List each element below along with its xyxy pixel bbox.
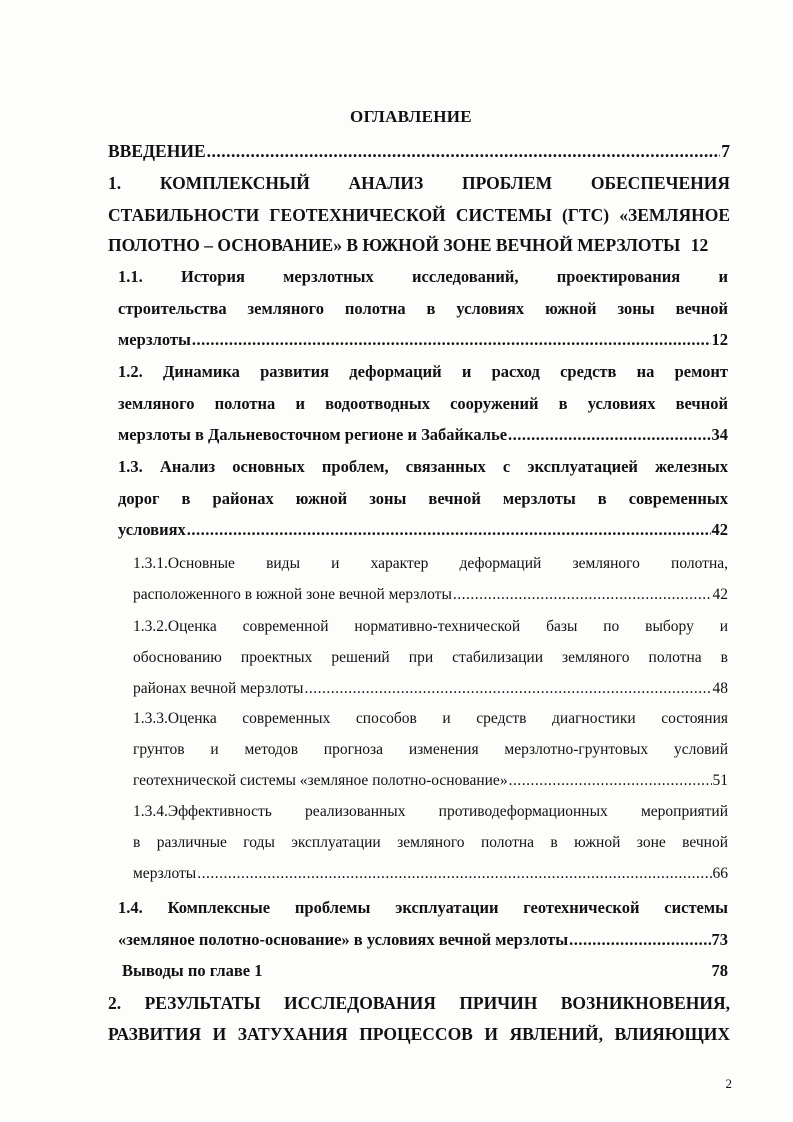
toc-section-1-4-line-1: 1.4. Комплексные проблемы эксплуатации геотехнической системы — [118, 898, 728, 917]
dot-leader — [207, 136, 721, 166]
page-number: 2 — [725, 1076, 732, 1091]
toc-entry-page: 42 — [711, 520, 728, 539]
toc-chapter-1-line-1: 1. КОМПЛЕКСНЫЙ АНАЛИЗ ПРОБЛЕМ ОБЕСПЕЧЕНИЯ — [108, 173, 730, 193]
toc-entry-page: 42 — [712, 586, 728, 603]
toc-entry-intro — [108, 136, 730, 166]
toc-entry-text: мерзлоты — [118, 330, 191, 349]
toc-entry-text: «земляное полотно-основание» в условиях вечной мерзлоты — [118, 930, 569, 949]
toc-subsection-1-3-4-line-2: в различные годы эксплуатации земляного полотна в южной зоне вечной — [133, 834, 728, 851]
toc-chapter-1-line-2: СТАБИЛЬНОСТИ ГЕОТЕХНИЧЕСКОЙ СИСТЕМЫ (ГТС) «ЗЕМЛЯНОЕ — [108, 205, 730, 225]
dot-leader — [187, 515, 711, 545]
toc-section-1-2-line-2: земляного полотна и водоотводных сооружений в условиях вечной — [118, 394, 728, 413]
toc-entry-text: мерзлоты — [133, 865, 197, 882]
dot-leader — [508, 420, 710, 450]
toc-entry-page: 73 — [711, 930, 728, 949]
toc-section-1-2-line-3 — [118, 420, 728, 450]
dot-leader — [569, 925, 710, 955]
toc-entry-page: 51 — [712, 772, 728, 789]
dot-leader — [192, 325, 711, 355]
toc-entry-page: 34 — [711, 425, 728, 444]
toc-section-1-3-line-3 — [118, 515, 728, 545]
toc-subsection-1-3-1-line-1: 1.3.1.Основные виды и характер деформаций земляного полотна, — [133, 555, 728, 572]
toc-subsection-1-3-2-line-3 — [133, 674, 728, 704]
toc-entry-page: 48 — [712, 680, 728, 697]
toc-chapter-1-line-3 — [108, 230, 730, 260]
dot-leader — [453, 580, 712, 610]
toc-entry-page: 66 — [712, 865, 728, 882]
toc-entry-page: 12 — [690, 235, 709, 255]
toc-subsection-1-3-3-line-2: грунтов и методов прогноза изменения мерзлотно-грунтовых условий — [133, 741, 728, 758]
toc-section-1-3-line-1: 1.3. Анализ основных проблем, связанных с эксплуатацией железных — [118, 457, 728, 476]
toc-section-1-1-line-3 — [118, 325, 728, 355]
toc-chapter-2-line-2: РАЗВИТИЯ И ЗАТУХАНИЯ ПРОЦЕССОВ И ЯВЛЕНИЙ, ВЛИЯЮЩИХ — [108, 1024, 730, 1044]
toc-entry-text: условиях — [118, 520, 186, 539]
toc-entry-label: Выводы по главе 1 — [122, 961, 263, 980]
dot-leader — [509, 766, 712, 796]
toc-subsection-1-3-4-line-3 — [133, 859, 728, 889]
dot-leader — [197, 859, 711, 889]
dot-leader — [304, 674, 711, 704]
toc-subsection-1-3-3-line-1: 1.3.3.Оценка современных способов и средств диагностики состояния — [133, 710, 728, 727]
toc-entry-conclusions — [122, 956, 728, 986]
toc-section-1-2-line-1: 1.2. Динамика развития деформаций и расход средств на ремонт — [118, 362, 728, 381]
toc-subsection-1-3-1-line-2 — [133, 580, 728, 610]
toc-entry-page: 78 — [711, 961, 728, 980]
toc-entry-page: 7 — [721, 141, 730, 161]
toc-entry-text: геотехнической системы «земляное полотно-основание» — [133, 772, 508, 789]
toc-subsection-1-3-2-line-1: 1.3.2.Оценка современной нормативно-технической базы по выбору и — [133, 618, 728, 635]
toc-entry-text: расположенного в южной зоне вечной мерзлоты — [133, 586, 452, 603]
toc-entry-label: ВВЕДЕНИЕ — [108, 141, 206, 161]
toc-title: ОГЛАВЛЕНИЕ — [350, 107, 472, 126]
toc-chapter-2-line-1: 2. РЕЗУЛЬТАТЫ ИССЛЕДОВАНИЯ ПРИЧИН ВОЗНИКНОВЕНИЯ, — [108, 993, 730, 1013]
toc-section-1-4-line-2 — [118, 925, 728, 955]
toc-subsection-1-3-3-line-3 — [133, 766, 728, 796]
toc-entry-text: ПОЛОТНО – ОСНОВАНИЕ» В ЮЖНОЙ ЗОНЕ ВЕЧНОЙ МЕРЗЛОТЫ — [108, 235, 681, 255]
toc-section-1-1-line-1: 1.1. История мерзлотных исследований, проектирования и — [118, 267, 728, 286]
toc-entry-text: мерзлоты в Дальневосточном регионе и Забайкалье — [118, 425, 508, 444]
toc-section-1-1-line-2: строительства земляного полотна в условиях южной зоны вечной — [118, 299, 728, 318]
toc-subsection-1-3-4-line-1: 1.3.4.Эффективность реализованных противодеформационных мероприятий — [133, 803, 728, 820]
toc-section-1-3-line-2: дорог в районах южной зоны вечной мерзлоты в современных — [118, 489, 728, 508]
toc-entry-text: районах вечной мерзлоты — [133, 680, 304, 697]
toc-subsection-1-3-2-line-2: обоснованию проектных решений при стабилизации земляного полотна в — [133, 649, 728, 666]
toc-entry-page: 12 — [711, 330, 728, 349]
